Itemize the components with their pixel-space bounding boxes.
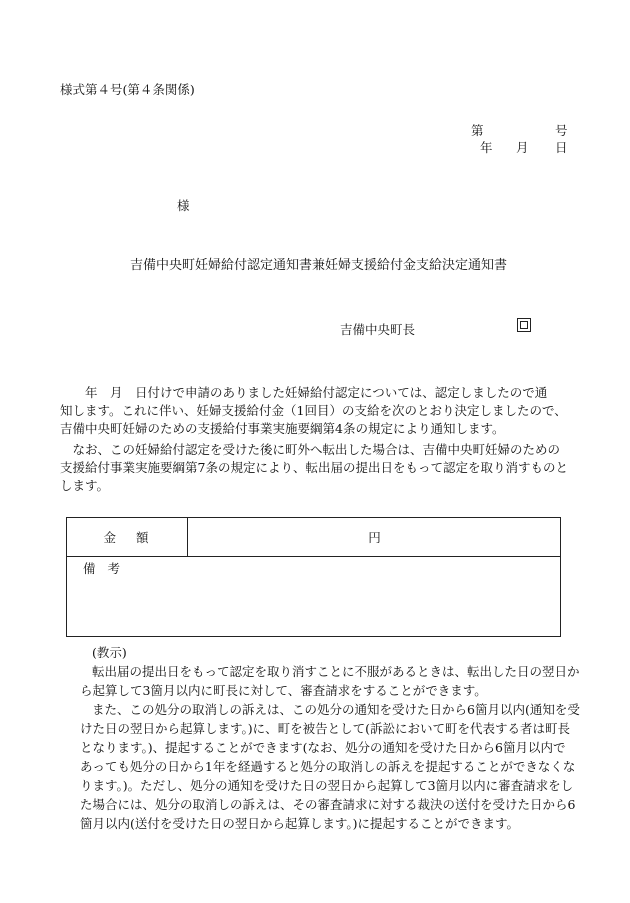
seal-stamp-icon: [517, 318, 531, 332]
paragraph-line: 支援給付事業実施要綱第7条の規定により、転出届の提出日をもって認定を取り消すものと: [60, 460, 568, 475]
instruction-line: ら起算して3箇月以内に町長に対して、審査請求をすることができます。: [80, 683, 487, 698]
paragraph-line: 知します。これに伴い、妊婦支援給付金（1回目）の支給を次のとおり決定しましたので、: [60, 403, 567, 418]
amount-row: [67, 518, 560, 557]
paragraph-line: 吉備中央町妊婦のための支援給付事業実施要綱第4条の規定により通知します。: [60, 421, 505, 436]
payment-table: [66, 517, 561, 637]
document-number-suffix: 号: [555, 123, 568, 138]
paragraph-line: します。: [60, 478, 110, 493]
instruction-line: 転出届の提出日をもって認定を取り消すことに不服があるときは、転出した日の翌日か: [92, 664, 580, 679]
date-day-label: 日: [555, 140, 568, 155]
document-number-label: 第: [471, 123, 484, 138]
instruction-line: けた日の翌日から起算します。)に、町を被告として(訴訟において町を代表する者は町長: [80, 721, 571, 736]
paragraph-line: 年 月 日付けで申請のありました妊婦給付認定については、認定しましたので通: [60, 385, 548, 400]
amount-label: 金額: [67, 518, 188, 556]
instruction-line: となります。)、提起することができます(なお、処分の通知を受けた日から6箇月以内で: [80, 740, 566, 755]
instruction-line: ります。)。ただし、処分の通知を受けた日の翌日から起算して3箇月以内に審査請求をし: [80, 778, 574, 793]
instruction-line: あっても処分の日から1年を経過すると処分の取消しの訴えを提起することができなくな: [80, 759, 576, 774]
instruction-heading: (教示): [92, 645, 127, 660]
recipient-honorific: 様: [177, 198, 190, 213]
instruction-line: た場合には、処分の取消しの訴えは、その審査請求に対する裁決の送付を受けた日から6: [80, 797, 576, 812]
date-year-label: 年: [480, 140, 493, 155]
notice-paragraph-2: [60, 441, 570, 495]
document-title: 吉備中央町妊婦給付認定通知書兼妊婦支援給付金支給決定通知書: [130, 258, 508, 273]
instruction-line: 箇月以内(送付を受けた日の翌日から起算します。)に提起することができます。: [80, 816, 520, 831]
paragraph-line: なお、この妊婦給付認定を受けた後に町外へ転出した場合は、吉備中央町妊婦のための: [60, 442, 561, 457]
notice-paragraph-1: [60, 384, 570, 438]
remarks-label: 備考: [83, 561, 133, 576]
form-number: 様式第４号(第４条関係): [60, 82, 195, 97]
issuer-name: 吉備中央町長: [340, 322, 416, 337]
amount-value-unit: 円: [368, 530, 381, 545]
date-month-label: 月: [516, 140, 529, 155]
instruction-section: [80, 643, 580, 833]
instruction-line: また、この処分の取消しの訴えは、この処分の通知を受けた日から6箇月以内(通知を受: [92, 702, 580, 717]
